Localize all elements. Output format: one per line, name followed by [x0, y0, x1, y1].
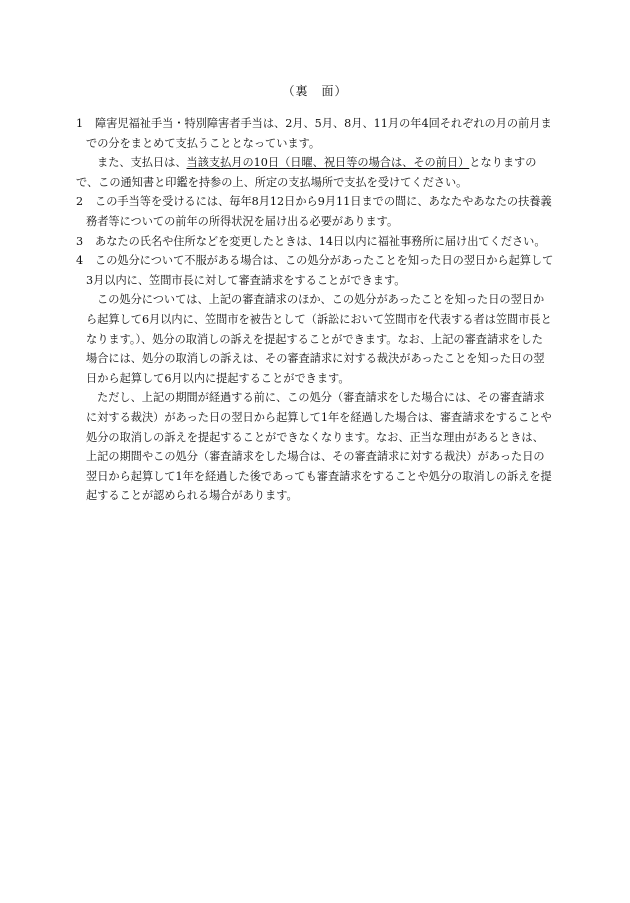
list-item-2	[76, 192, 554, 231]
underlined-payment-date: 当該支払月の10日（日曜、祝日等の場合は、その前日）	[186, 156, 470, 170]
list-item-3	[76, 232, 554, 252]
paragraph-text-post: となりますので、この通知書と印鑑を持参の上、所定の支払場所で支払を受けてください。	[76, 156, 537, 189]
item-4-paragraph-1: この処分については、上記の審査請求のほか、この処分があったことを知った日の翌日から起算して6月以内に、笠間市を被告として（訴訟において笠間市を代表する者は笠間市長となります。）、処分の取消しの訴えを提起することができます。なお、上記の審査請求をした場合には、処分の取消しの訴えは、その審査請求に対する裁決があったことを知った日の翌日から起算して6月以内に提起することができます。	[86, 293, 552, 385]
item-1-paragraph	[76, 153, 554, 192]
item-text: この処分について不服がある場合は、この処分があったことを知った日の翌日から起算して3月以内に、笠間市長に対して審査請求をすることができます。	[86, 254, 554, 287]
item-text: この手当等を受けるには、毎年8月12日から9月11日までの間に、あなたやあなたの扶養義務者等についての前年の所得状況を届け出る必要があります。	[86, 195, 552, 228]
list-item-4	[76, 251, 554, 290]
item-number: 4	[76, 254, 84, 268]
item-number: 2	[76, 195, 84, 209]
page-title: （裏 面）	[282, 84, 348, 98]
item-number: 1	[76, 117, 84, 130]
item-4-paragraph-2: ただし、上記の期間が経過する前に、この処分（審査請求をした場合には、その審査請求に対する裁決）があった日の翌日から起算して1年を経過した場合は、審査請求をすることや処分の取消しの訴えを提起することができなくなります。なお、正当な理由があるときは、上記の期間やこの処分（審査請求をした場合は、その審査請求に対する裁決）があった日の翌日から起算して1年を経過した後であっても審査請求をすることや処分の取消しの訴えを提起することが認められる場合があります。	[86, 391, 552, 503]
document-body	[76, 114, 554, 506]
item-text: 障害児福祉手当・特別障害者手当は、2月、5月、8月、11月の年4回それぞれの月の前月までの分をまとめて支払うこととなっています。	[86, 117, 552, 150]
item-text: あなたの氏名や住所などを変更したときは、14日以内に福祉事務所に届け出てください。	[95, 234, 546, 248]
paragraph-text-pre: また、支払日は、	[97, 156, 187, 170]
item-number: 3	[76, 234, 84, 248]
list-item-1	[76, 114, 554, 153]
